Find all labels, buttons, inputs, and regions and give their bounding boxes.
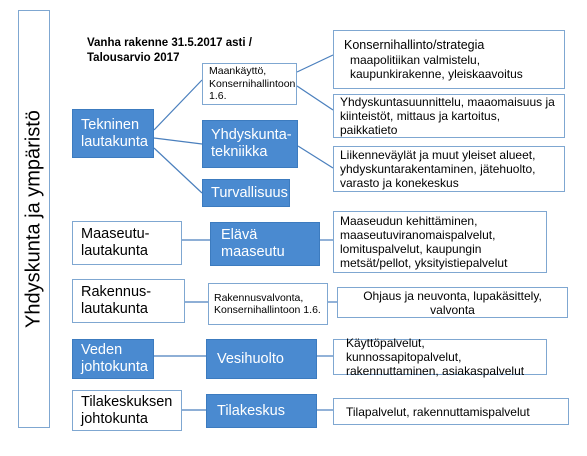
connector-tekninen-maankaytto (154, 80, 202, 130)
unit-rakennusvalvonta-label: Rakennusvalvonta, Konsernihallintoon 1.6. (214, 291, 321, 316)
header-line-1: Vanha rakenne 31.5.2017 asti / (87, 37, 252, 49)
board-rakennus-label: Rakennus-lautakunta (81, 284, 152, 317)
header-line-2: Talousarvio 2017 (87, 52, 180, 64)
service-maaseudun (333, 211, 547, 273)
unit-tilakeskus-label: Tilakeskus (217, 402, 285, 419)
service-ohjaus (337, 287, 568, 318)
board-veden-label: Veden johtokunta (81, 342, 148, 375)
connector-tekninen-yhdyskuntatekniikka (154, 138, 202, 144)
board-tekninen-label: Tekninen lautakunta (81, 116, 148, 150)
service-yhdyskuntasuunnittelu (333, 94, 565, 138)
connector-yhdyskuntatekniikka-liikennevaylat (298, 146, 333, 168)
service-konsernihallinto (333, 30, 565, 89)
service-tilapalvelut-label: Tilapalvelut, rakennuttamispalvelut (346, 404, 530, 419)
service-maaseudun-label: Maaseudun kehittäminen, maaseutuviranomaispalvelut, lomituspalvelut, kaupungin metsät/pellot, yksityistiepalvelut (340, 214, 508, 270)
unit-tilakeskus (206, 394, 317, 428)
unit-vesihuolto (206, 339, 317, 379)
service-tilapalvelut (333, 398, 569, 425)
service-kayttopalvelut (333, 336, 547, 378)
service-liikennevaylat (333, 146, 565, 192)
unit-maankaytto (202, 63, 297, 105)
board-tilakeskus-label: Tilakeskuksen johtokunta (81, 393, 173, 427)
board-rakennus (72, 279, 185, 323)
unit-elava-maaseutu-label: Elävä maaseutu (221, 227, 285, 260)
unit-vesihuolto-label: Vesihuolto (217, 350, 284, 367)
unit-elava-maaseutu (210, 222, 320, 266)
unit-yhdyskuntatekniikka (202, 120, 298, 168)
unit-turvallisuus (202, 179, 290, 207)
board-maaseutu-label: Maaseutu-lautakunta (81, 226, 150, 259)
unit-yhdyskuntatekniikka-label: Yhdyskunta-tekniikka (211, 127, 292, 160)
connector-maankaytto-yhdyskuntasuunnittelu (297, 86, 333, 110)
service-konsernihallinto-title: Konsernihallinto/strategia (344, 38, 485, 52)
board-maaseutu (72, 221, 182, 265)
board-tilakeskus (72, 390, 182, 431)
side-title-box (18, 10, 50, 428)
diagram-header (87, 36, 252, 66)
board-tekninen (72, 109, 154, 158)
service-liikennevaylat-label: Liikenneväylät ja muut yleiset alueet, yhdyskuntarakentaminen, jätehuolto, varasto ja konekeskus (340, 148, 536, 190)
unit-turvallisuus-label: Turvallisuus (211, 184, 288, 201)
unit-rakennusvalvonta (208, 283, 328, 325)
service-konsernihallinto-body: maapolitiikan valmistelu, kaupunkirakenne, yleiskaavoitus (350, 53, 523, 81)
connector-tekninen-turvallisuus (154, 148, 202, 193)
service-yhdyskuntasuunnittelu-label: Yhdyskuntasuunnittelu, maaomaisuus ja kiinteistöt, mittaus ja kartoitus, paikkatieto (340, 95, 555, 137)
board-veden (72, 339, 154, 379)
service-kayttopalvelut-label: Käyttöpalvelut, kunnossapitopalvelut, rakennuttaminen, asiakaspalvelut (346, 336, 525, 378)
unit-maankaytto-label: Maankäyttö, Konsernihallintoon 1.6. (209, 65, 296, 103)
connector-maankaytto-konsernihallinto (297, 55, 333, 72)
side-title: Yhdyskunta ja ympäristö (22, 110, 45, 328)
service-ohjaus-label: Ohjaus ja neuvonta, lupakäsittely, valvonta (363, 288, 542, 317)
